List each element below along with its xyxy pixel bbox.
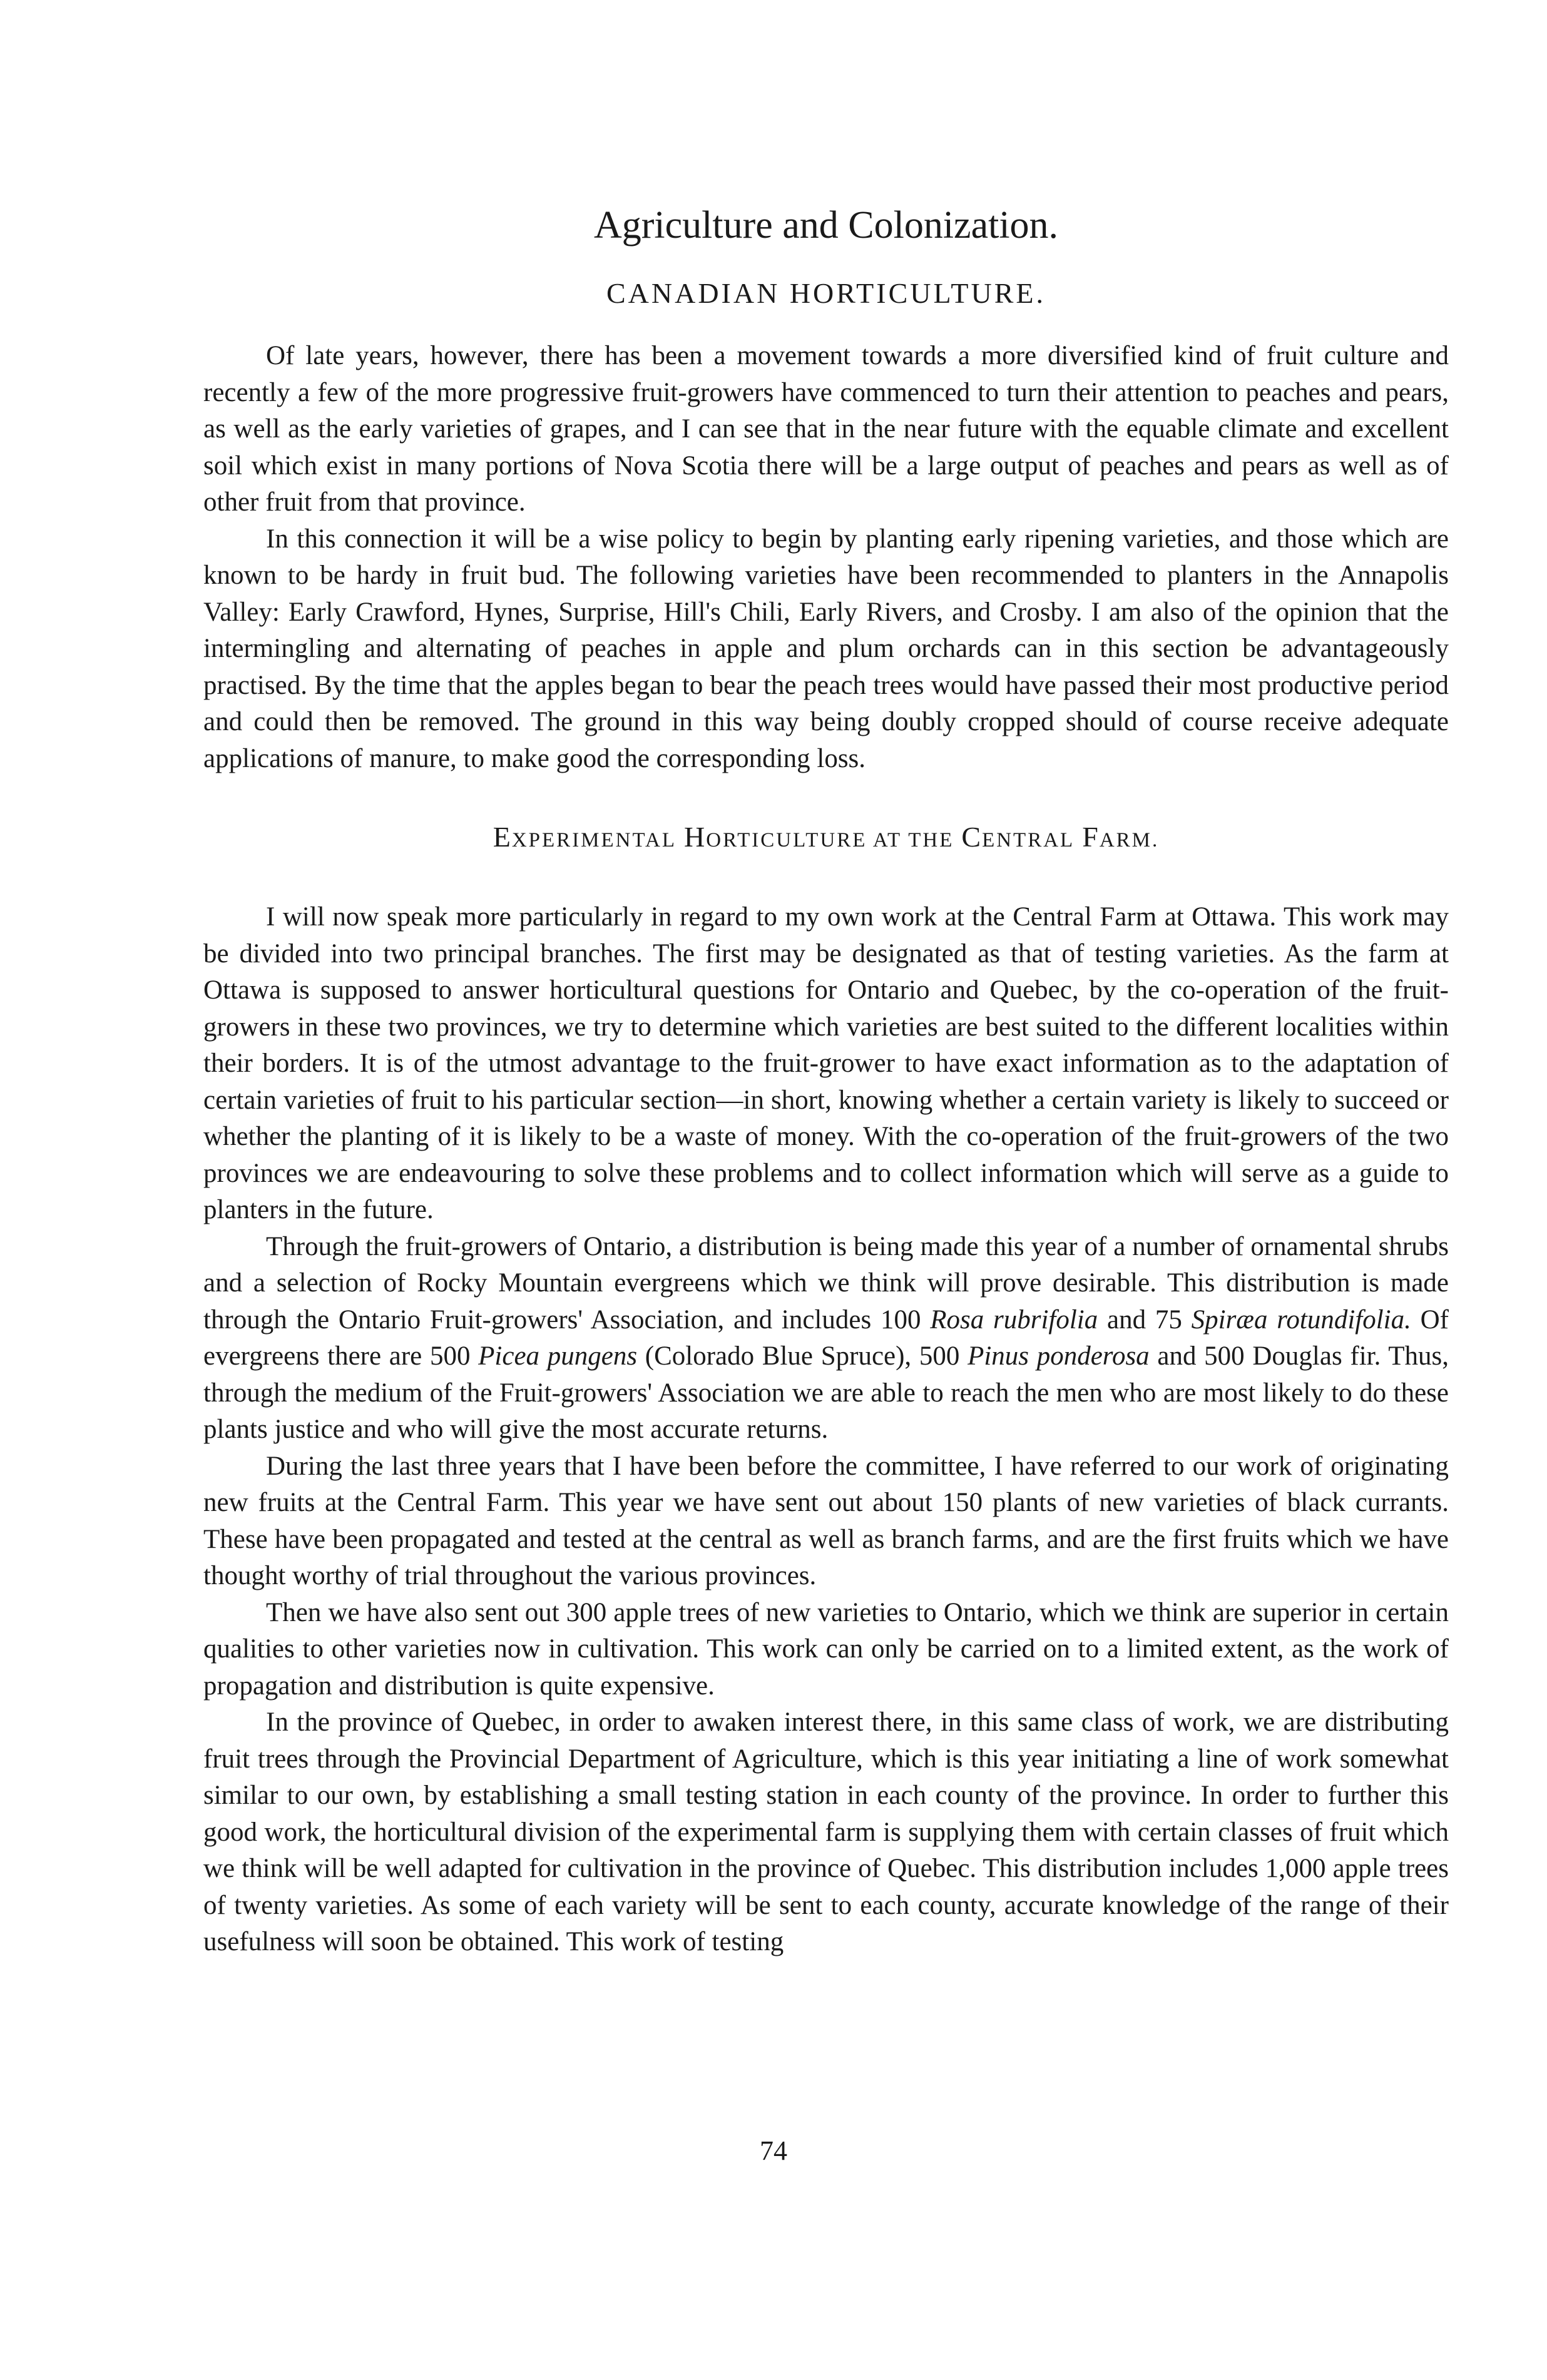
text-run: and 75 [1098, 1304, 1192, 1335]
subsection-title-initial: E [493, 821, 512, 853]
text-run: and 500 Douglas fir. Thus, through the medium of the Fruit-growers' Association we are able to reach the men who are most likely to do these plants justice and who will give the most accurate returns. [203, 1341, 1449, 1444]
intro-paragraph-1: Of late years, however, there has been a movement towards a more diversified kind of fruit culture and recently a few of the more progressive fruit-growers have commenced to turn their attention to peaches and pears, as well as the early varieties of grapes, and I can see that in the near future with the equable climate and excellent soil which exist in many portions of Nova Scotia there will be a large output of peaches and pears as well as of other fruit from that province. [203, 341, 1449, 517]
body-paragraph-quebec: In the province of Quebec, in order to awaken interest there, in this same class of work, we are distributing fruit trees through the Provincial Department of Agriculture, which is this year initiating a line of work somewhat similar to our own, by establishing a small testing station in each county of the province. In order to further this good work, the horticultural division of the experimental farm is supplying them with certain classes of fruit which we think will be well adapted for cultivation in the province of Quebec. This distribution includes 1,000 apple trees of twenty varieties. As some of each variety will be sent to each county, accurate knowledge of the range of their usefulness will soon be obtained. This work of testing [203, 1707, 1449, 1956]
subsection-title-part: ENTRAL [982, 829, 1075, 852]
subsection-title-initial: C [961, 821, 983, 853]
species-name: Pinus ponderosa [968, 1341, 1150, 1371]
section-title: CANADIAN HORTICULTURE. [606, 277, 1046, 309]
body-paragraph-new-fruits: During the last three years that I have been before the committee, I have referred to our work of originating new fruits at the Central Farm. This year we have sent out about 150 plants of new varieties of black currants. These have been propagated and tested at the central as well as branch farms, and are the first fruits which we have thought worthy of trial throughout the various provinces. [203, 1451, 1449, 1590]
species-name: Spiræa rotundifolia. [1191, 1304, 1411, 1335]
species-name: Rosa rubrifolia [930, 1304, 1098, 1335]
subsection-title-part: XPERIMENTAL [511, 829, 677, 852]
body-paragraph-apple-trees: Then we have also sent out 300 apple trees of new varieties to Ontario, which we think are superior in certain qualities to other varieties now in cultivation. This work can only be carried on to a limited extent, as the work of propagation and distribution is quite expensive. [203, 1597, 1449, 1701]
subsection-title [203, 818, 1449, 859]
subsection-title-initial: H [684, 821, 707, 853]
subsection-title-initial: F [1082, 821, 1100, 853]
running-head: Agriculture and Colonization. [593, 204, 1059, 247]
page-number: 74 [760, 2135, 787, 2166]
text-run: Through the fruit-growers of Ontario, a distribution is being made this year of a number of ornamental shrubs and a selection of Rocky Mountain evergreens which we think will prove desirable. This distribution is made through the Ontario Fruit-growers' Association, and includes 100 [203, 1231, 1449, 1335]
body-paragraph-central-farm: I will now speak more particularly in regard to my own work at the Central Farm at Ottawa. This work may be divided into two principal branches. The first may be designated as that of testing varieties. As the farm at Ottawa is supposed to answer horticultural questions for Ontario and Quebec, by the co-operation of the fruit-growers in these two provinces, we try to determine which varieties are best suited to the different localities within their borders. It is of the utmost advantage to the fruit-grower to have exact information as to the adaptation of certain varieties of fruit to his particular section—in short, knowing whether a certain variety is likely to succeed or whether the planting of it is likely to be a waste of money. With the co-operation of the fruit-growers of the two provinces we are endeavouring to solve these problems and to collect information which will serve as a guide to planters in the future. [203, 902, 1449, 1224]
intro-paragraph-2: In this connection it will be a wise policy to begin by planting early ripening varieties, and those which are known to be hardy in fruit bud. The following varieties have been recommended to planters in the Annapolis Valley: Early Crawford, Hynes, Surprise, Hill's Chili, Early Rivers, and Crosby. I am also of the opinion that the intermingling and alternating of peaches in apple and plum orchards can in this section be advantageously practised. By the time that the apples began to bear the peach trees would have passed their most productive period and could then be removed. The ground in this way being doubly cropped should of course receive adequate applications of manure, to make good the corresponding loss. [203, 524, 1449, 773]
text-run: (Colorado Blue Spruce), 500 [637, 1341, 968, 1371]
text-run: Of evergreens there are 500 [203, 1304, 1449, 1371]
species-name: Picea pungens [478, 1341, 638, 1371]
subsection-title-part: ORTICULTURE AT THE [706, 829, 954, 852]
subsection-title-part: ARM. [1099, 829, 1160, 852]
document-page [203, 200, 1449, 1961]
body-paragraph-ontario-distribution [203, 1229, 1449, 1448]
